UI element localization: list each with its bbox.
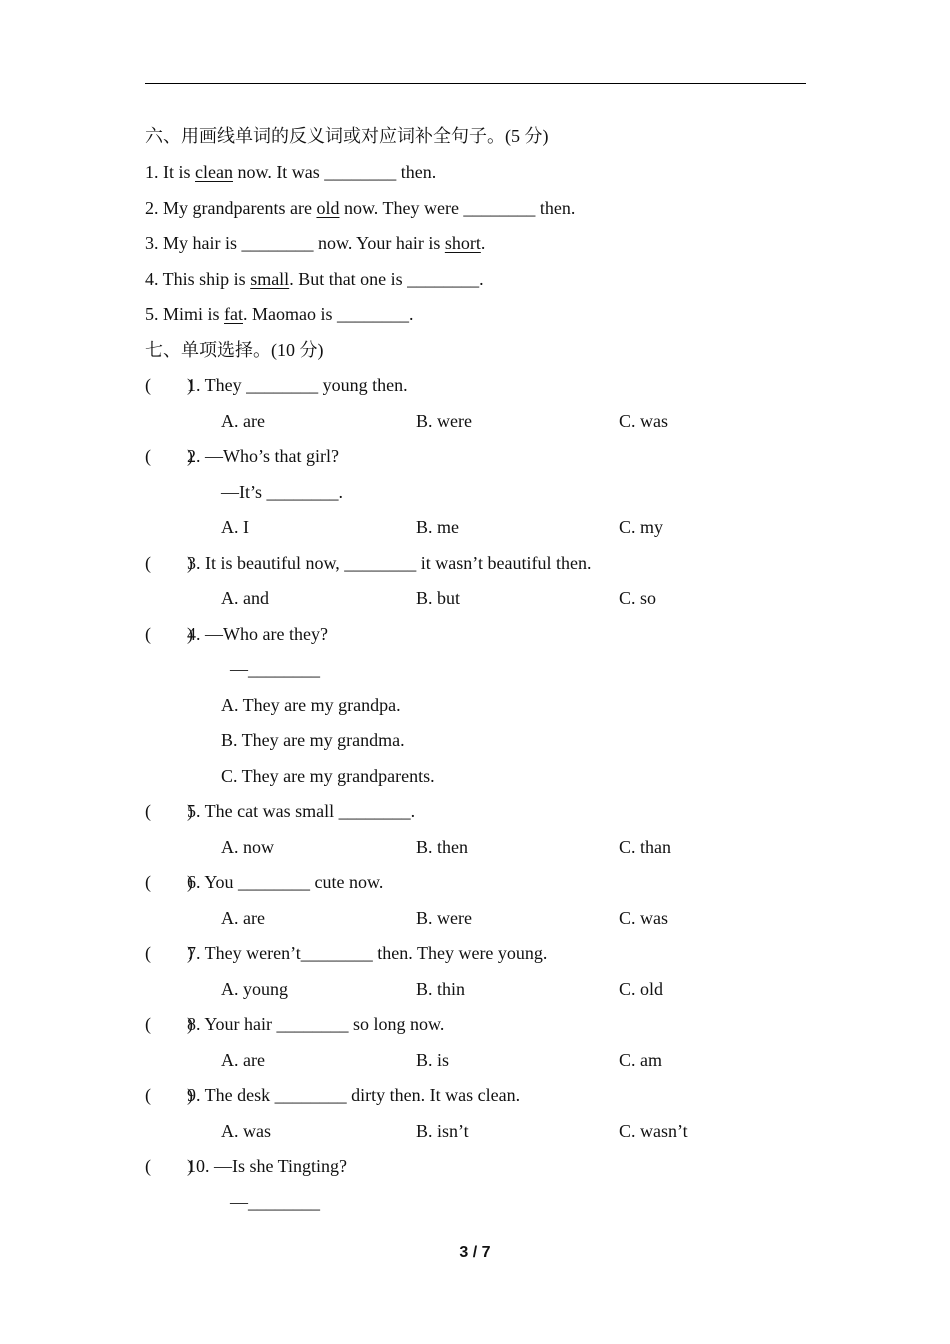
answer-paren-4: ( ) bbox=[145, 624, 193, 644]
answer-paren-2: ( ) bbox=[145, 446, 193, 466]
answer-paren-9: ( ) bbox=[145, 1085, 193, 1105]
q4-option-b: B. They are my grandma. bbox=[221, 730, 405, 750]
q8-option-b: B. is bbox=[416, 1050, 450, 1070]
q2-option-b: B. me bbox=[416, 517, 459, 537]
q10-reply: —________ bbox=[221, 1192, 320, 1212]
q4-reply: —________ bbox=[221, 659, 320, 679]
question-6: 6. You ________ cute now. bbox=[187, 872, 384, 892]
q6-option-c: C. was bbox=[619, 908, 668, 928]
s6-item-3: 3. My hair is ________ now. Your hair is short. bbox=[145, 233, 486, 253]
section7-title: 七、单项选择。(10 分) bbox=[145, 340, 324, 360]
s6-item-1: 1. It is clean now. It was ________ then. bbox=[145, 162, 437, 182]
q8-option-a: A. are bbox=[221, 1050, 265, 1070]
page-number: 3 / 7 bbox=[459, 1244, 491, 1261]
q1-option-a: A. are bbox=[221, 411, 265, 431]
q6-option-b: B. were bbox=[416, 908, 472, 928]
q1-option-b: B. were bbox=[416, 411, 472, 431]
q1-option-c: C. was bbox=[619, 411, 668, 431]
q3-option-b: B. but bbox=[416, 588, 461, 608]
section6-title: 六、用画线单词的反义词或对应词补全句子。(5 分) bbox=[145, 126, 549, 146]
answer-paren-5: ( ) bbox=[145, 801, 193, 821]
answer-paren-6: ( ) bbox=[145, 872, 193, 892]
q5-option-b: B. then bbox=[416, 837, 468, 857]
q2-option-a: A. I bbox=[221, 517, 249, 537]
question-9: 9. The desk ________ dirty then. It was clean. bbox=[187, 1085, 521, 1105]
q7-option-a: A. young bbox=[221, 979, 288, 999]
header-rule bbox=[145, 83, 806, 84]
s6-item-5: 5. Mimi is fat. Maomao is ________. bbox=[145, 304, 414, 324]
q7-option-b: B. thin bbox=[416, 979, 466, 999]
question-5: 5. The cat was small ________. bbox=[187, 801, 416, 821]
q2-option-c: C. my bbox=[619, 517, 664, 537]
question-10: 10. —Is she Tingting? bbox=[187, 1156, 348, 1176]
question-8: 8. Your hair ________ so long now. bbox=[187, 1014, 445, 1034]
q9-option-b: B. isn’t bbox=[416, 1121, 469, 1141]
answer-paren-1: ( ) bbox=[145, 375, 193, 395]
q2-reply: —It’s ________. bbox=[221, 482, 344, 502]
q4-option-c: C. They are my grandparents. bbox=[221, 766, 435, 786]
question-7: 7. They weren’t________ then. They were young. bbox=[187, 943, 548, 963]
q4-option-a: A. They are my grandpa. bbox=[221, 695, 401, 715]
answer-paren-7: ( ) bbox=[145, 943, 193, 963]
q7-option-c: C. old bbox=[619, 979, 664, 999]
question-1: 1. They ________ young then. bbox=[187, 375, 408, 395]
q8-option-c: C. am bbox=[619, 1050, 662, 1070]
answer-paren-8: ( ) bbox=[145, 1014, 193, 1034]
question-2: 2. —Who’s that girl? bbox=[187, 446, 339, 466]
q6-option-a: A. are bbox=[221, 908, 265, 928]
s6-item-2: 2. My grandparents are old now. They were ________ then. bbox=[145, 198, 576, 218]
answer-paren-3: ( ) bbox=[145, 553, 193, 573]
q3-option-a: A. and bbox=[221, 588, 269, 608]
q5-option-c: C. than bbox=[619, 837, 671, 857]
q5-option-a: A. now bbox=[221, 837, 274, 857]
question-3: 3. It is beautiful now, ________ it wasn’t beautiful then. bbox=[187, 553, 592, 573]
question-4: 4. —Who are they? bbox=[187, 624, 328, 644]
q3-option-c: C. so bbox=[619, 588, 657, 608]
s6-item-4: 4. This ship is small. But that one is ________. bbox=[145, 269, 484, 289]
q9-option-c: C. wasn’t bbox=[619, 1121, 688, 1141]
answer-paren-10: ( ) bbox=[145, 1156, 193, 1176]
q9-option-a: A. was bbox=[221, 1121, 271, 1141]
